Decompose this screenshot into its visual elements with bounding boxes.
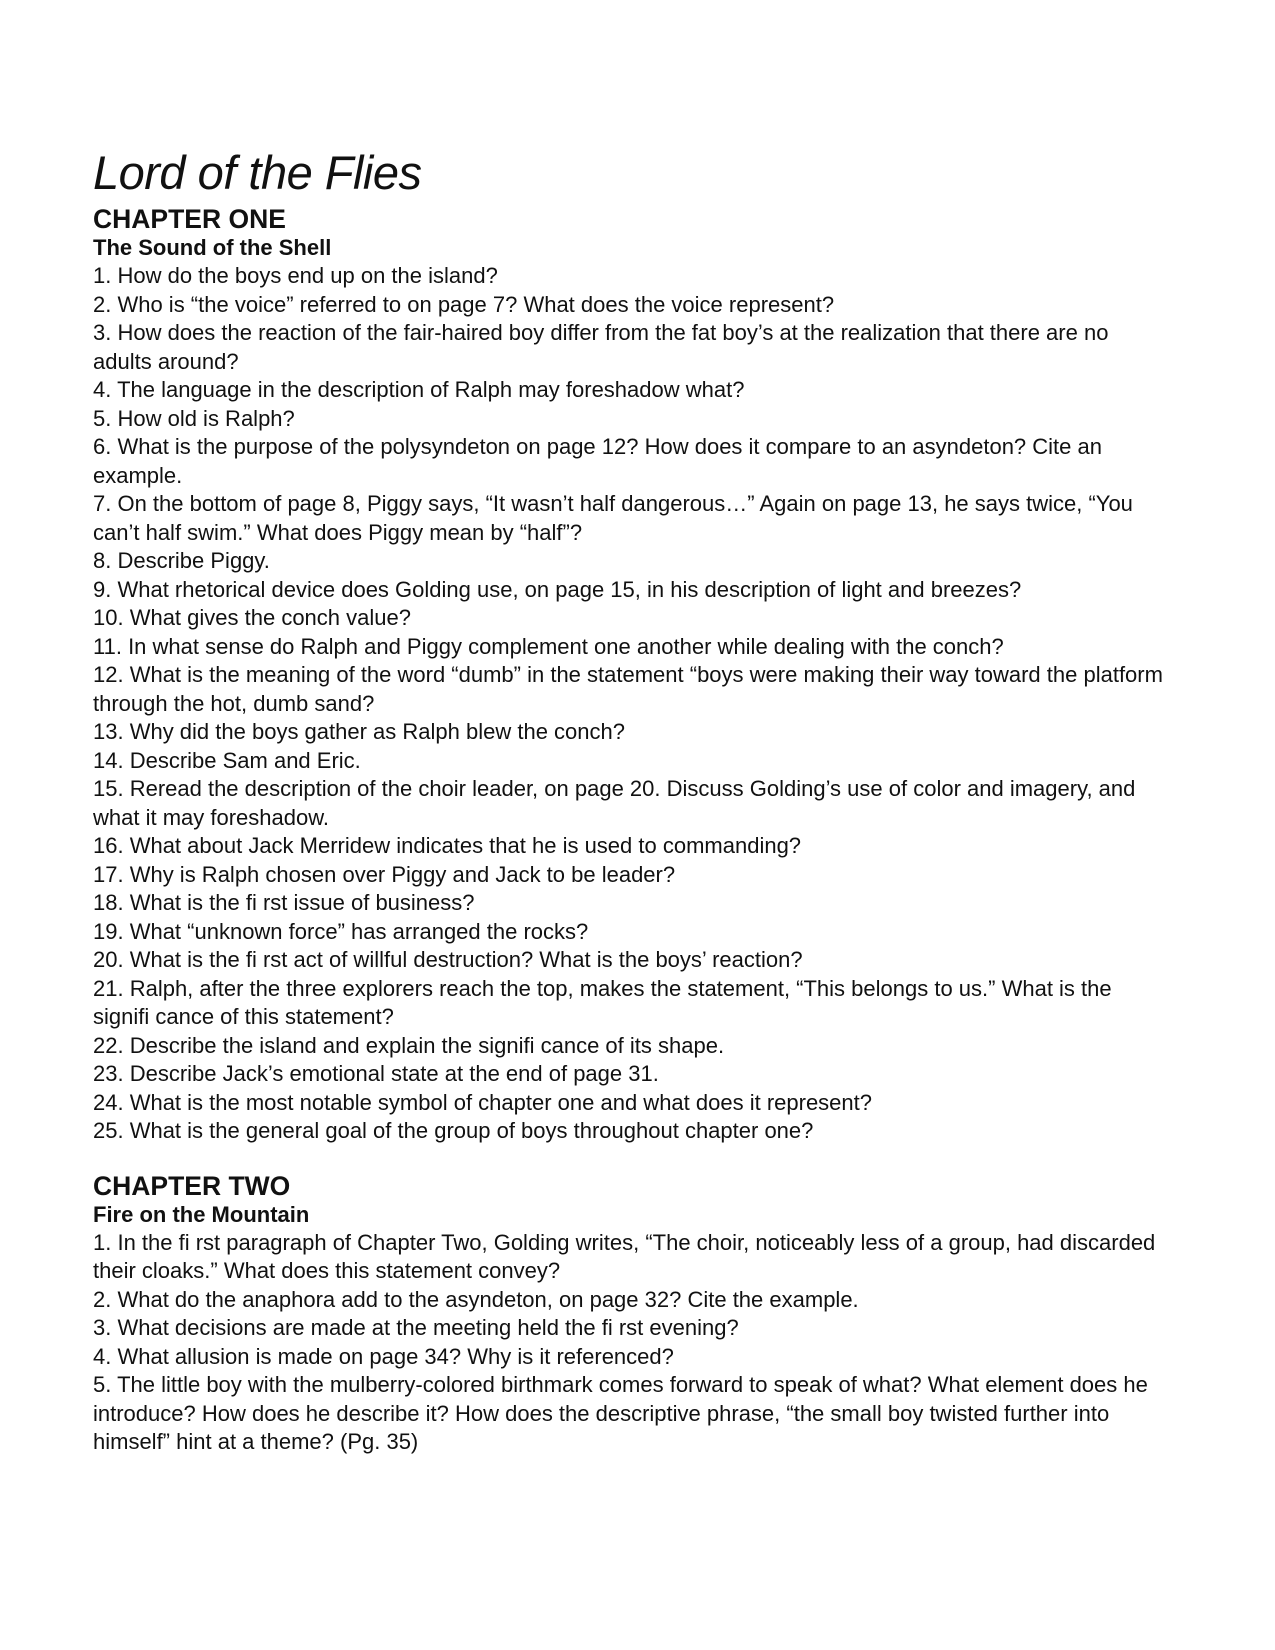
- question-item: 4. What allusion is made on page 34? Why is it referenced?: [93, 1343, 674, 1369]
- question-item: 16. What about Jack Merridew indicates that he is used to commanding?: [93, 833, 802, 858]
- question-item: 19. What “unknown force” has arranged the rocks?: [93, 918, 589, 944]
- chapter-one-heading: CHAPTER ONE: [93, 204, 286, 234]
- document-title: Lord of the Flies: [93, 146, 422, 199]
- chapter-one-question-list: [93, 262, 1168, 1146]
- question-item: 23. Describe Jack’s emotional state at the end of page 31.: [93, 1061, 659, 1086]
- question-item: 7. On the bottom of page 8, Piggy says, “It wasn’t half dangerous…” Again on page 13, he says twice, “You can’t half swim.” What does Piggy mean by “half”?: [93, 491, 1133, 545]
- question-item: 3. How does the reaction of the fair-haired boy differ from the fat boy’s at the realization that there are no adults around?: [93, 320, 1109, 374]
- question-item: 13. Why did the boys gather as Ralph blew the conch?: [93, 719, 625, 744]
- chapter-two-question-list: [93, 1229, 1168, 1457]
- question-item: 9. What rhetorical device does Golding use, on page 15, in his description of light and breezes?: [93, 576, 1022, 602]
- question-item: 3. What decisions are made at the meeting held the fi rst evening?: [93, 1315, 739, 1340]
- document-page: [93, 144, 1168, 1457]
- question-item: 6. What is the purpose of the polysyndeton on page 12? How does it compare to an asyndeton? Cite an example.: [93, 434, 1102, 488]
- question-item: 1. How do the boys end up on the island?: [93, 263, 498, 288]
- chapter-two-subtitle: Fire on the Mountain: [93, 1201, 310, 1227]
- question-item: 15. Reread the description of the choir leader, on page 20. Discuss Golding’s use of color and imagery, and what it may foreshadow.: [93, 776, 1136, 830]
- question-item: 5. The little boy with the mulberry-colored birthmark comes forward to speak of what? What element does he introduce? How does he describe it? How does the descriptive phrase, “the small boy twisted further into himself” hint at a theme? (Pg. 35): [93, 1372, 1148, 1454]
- question-item: 17. Why is Ralph chosen over Piggy and Jack to be leader?: [93, 861, 676, 887]
- chapter-two-section: [93, 1171, 1168, 1457]
- question-item: 8. Describe Piggy.: [93, 548, 270, 573]
- question-item: 18. What is the fi rst issue of business?: [93, 890, 475, 915]
- question-item: 14. Describe Sam and Eric.: [93, 747, 361, 773]
- chapter-one-section: [93, 204, 1168, 1146]
- question-item: 25. What is the general goal of the group of boys throughout chapter one?: [93, 1118, 814, 1143]
- question-item: 11. In what sense do Ralph and Piggy complement one another while dealing with the conch?: [93, 633, 1004, 659]
- question-item: 1. In the fi rst paragraph of Chapter Two, Golding writes, “The choir, noticeably less of a group, had discarded their cloaks.” What does this statement convey?: [93, 1229, 1156, 1283]
- question-item: 4. The language in the description of Ralph may foreshadow what?: [93, 377, 745, 402]
- chapter-one-subtitle: The Sound of the Shell: [93, 235, 332, 260]
- question-item: 21. Ralph, after the three explorers reach the top, makes the statement, “This belongs to us.” What is the signifi cance of this statement?: [93, 975, 1112, 1029]
- question-item: 5. How old is Ralph?: [93, 405, 295, 431]
- question-item: 24. What is the most notable symbol of chapter one and what does it represent?: [93, 1089, 873, 1115]
- question-item: 12. What is the meaning of the word “dumb” in the statement “boys were making their way toward the platform through the hot, dumb sand?: [93, 662, 1163, 716]
- question-item: 2. What do the anaphora add to the asyndeton, on page 32? Cite the example.: [93, 1286, 859, 1312]
- question-item: 2. Who is “the voice” referred to on page 7? What does the voice represent?: [93, 291, 835, 317]
- question-item: 20. What is the fi rst act of willful destruction? What is the boys’ reaction?: [93, 947, 803, 972]
- question-item: 22. Describe the island and explain the signifi cance of its shape.: [93, 1032, 725, 1058]
- chapter-two-heading: CHAPTER TWO: [93, 1170, 291, 1201]
- question-item: 10. What gives the conch value?: [93, 605, 411, 630]
